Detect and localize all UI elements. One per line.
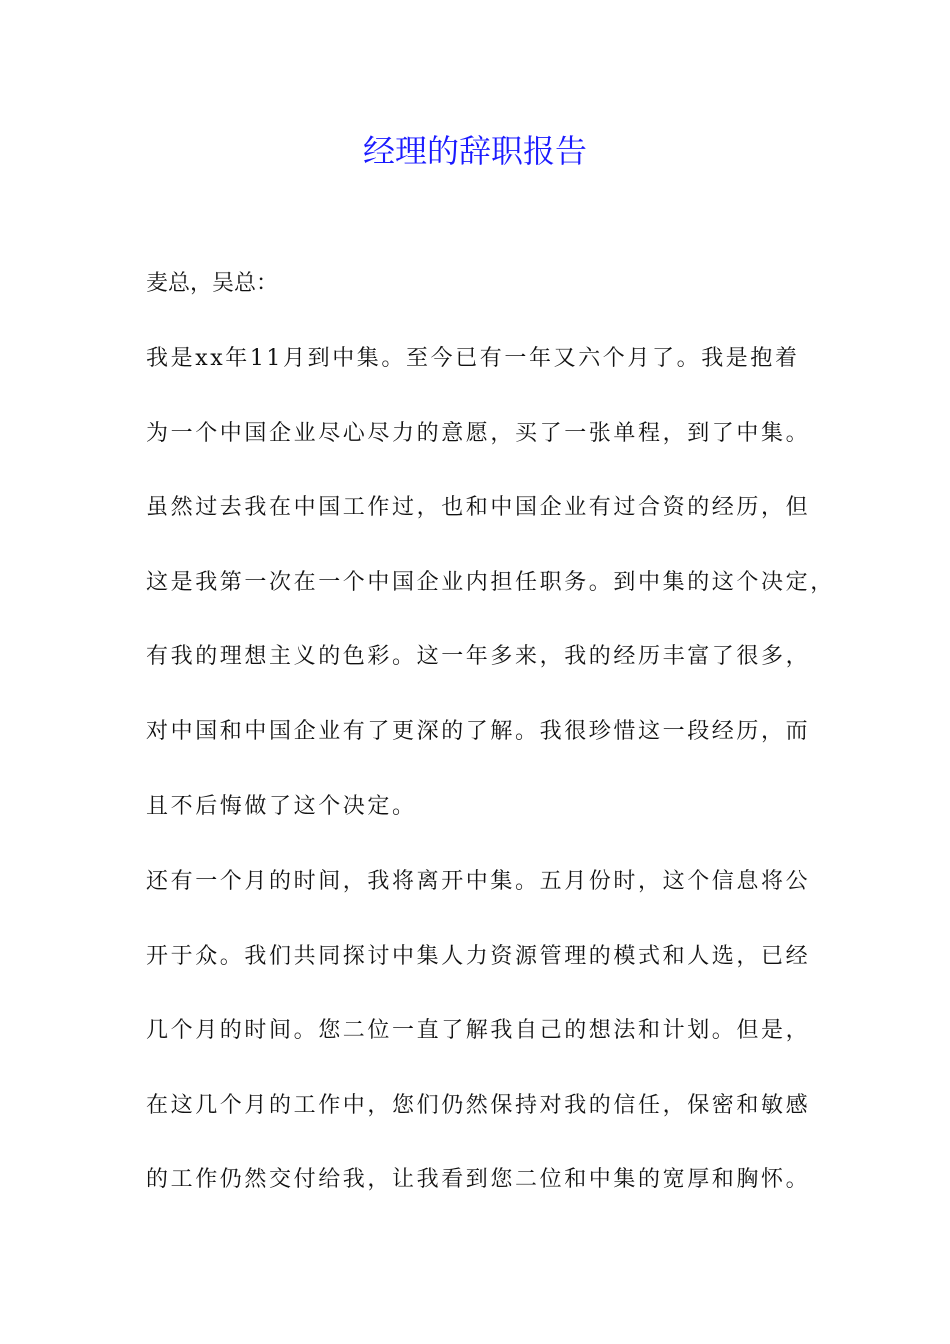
- paragraph-line: 虽然过去我在中国工作过，也和中国企业有过合资的经历，但: [146, 495, 811, 521]
- paragraph-line: 还有一个月的时间，我将离开中集。五月份时，这个信息将公: [146, 869, 811, 894]
- paragraph-line: 且不后悔做了这个决定。: [146, 793, 417, 819]
- paragraph-1: [146, 341, 836, 863]
- paragraph-line: 对中国和中国企业有了更深的了解。我很珍惜这一段经历，而: [146, 718, 811, 744]
- paragraph-line: 在这几个月的工作中，您们仍然保持对我的信任，保密和敏感: [146, 1092, 811, 1118]
- paragraph-line: 这是我第一次在一个中国企业内担任职务。到中集的这个决定，: [146, 569, 835, 595]
- document-title: 经理的辞职报告: [362, 132, 587, 170]
- paragraph-line: 开于众。我们共同探讨中集人力资源管理的模式和人选，已经: [146, 943, 811, 969]
- paragraph-line: 有我的理想主义的色彩。这一年多来，我的经历丰富了很多，: [146, 644, 811, 670]
- salutation: 麦总，吴总：: [146, 271, 279, 296]
- paragraph-line: 为一个中国企业尽心尽力的意愿，买了一张单程，到了中集。: [146, 420, 811, 446]
- paragraph-line: 的工作仍然交付给我，让我看到您二位和中集的宽厚和胸怀。: [146, 1167, 811, 1193]
- paragraph-line: 我是xx年11月到中集。至今已有一年又六个月了。我是抱着: [146, 346, 800, 371]
- paragraph-2: [146, 864, 836, 1237]
- paragraph-line: 几个月的时间。您二位一直了解我自己的想法和计划。但是，: [146, 1018, 811, 1044]
